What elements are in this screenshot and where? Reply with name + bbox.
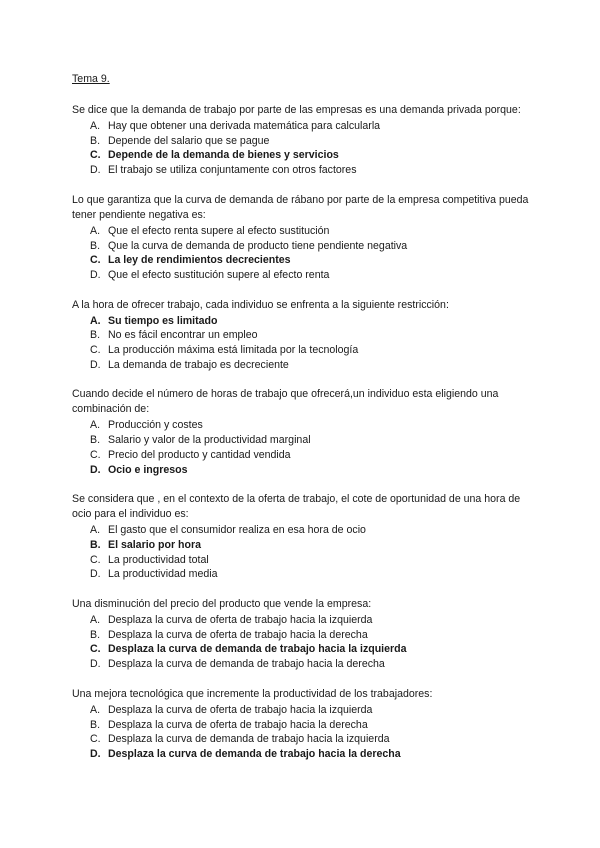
option-letter: A. (90, 524, 101, 537)
option-letter: A. (90, 314, 101, 327)
option-item (72, 358, 532, 373)
option-text: Que la curva de demanda de producto tiene pendiente negativa (108, 239, 408, 252)
option-letter: C. (90, 553, 101, 566)
option-letter: B. (90, 718, 101, 731)
option-list (72, 119, 532, 178)
option-item (72, 703, 532, 718)
option-item (72, 613, 532, 628)
option-letter: B. (90, 134, 101, 147)
option-text: La productividad total (108, 553, 209, 566)
option-text: Desplaza la curva de oferta de trabajo hacia la izquierda (108, 703, 373, 716)
option-text: Hay que obtener una derivada matemática para calcularla (108, 120, 381, 132)
option-letter: B. (90, 434, 101, 447)
option-letter: D. (90, 268, 101, 281)
option-text: Desplaza la curva de oferta de trabajo hacia la derecha (108, 718, 368, 731)
option-text: No es fácil encontrar un empleo (108, 329, 258, 342)
option-text: La ley de rendimientos decrecientes (108, 254, 291, 267)
option-item (72, 418, 532, 433)
question-block (72, 687, 532, 762)
option-item (72, 448, 532, 463)
option-item (72, 567, 532, 582)
option-item (72, 343, 532, 358)
question-text: A la hora de ofrecer trabajo, cada individuo se enfrenta a la siguiente restricción: (72, 298, 449, 311)
option-text: Desplaza la curva de oferta de trabajo hacia la izquierda (108, 614, 373, 627)
option-list (72, 613, 532, 672)
page-title: Tema 9. (72, 73, 110, 85)
option-text: Desplaza la curva de demanda de trabajo hacia la izquierda (108, 733, 390, 746)
option-letter: D. (90, 358, 101, 371)
option-text: El salario por hora (108, 538, 202, 551)
correct-option (72, 747, 532, 762)
option-letter: B. (90, 329, 101, 342)
option-text: El gasto que el consumidor realiza en esa hora de ocio (108, 524, 366, 537)
option-letter: C. (90, 643, 101, 656)
option-text: Desplaza la curva de oferta de trabajo hacia la derecha (108, 628, 368, 641)
question-text: Se dice que la demanda de trabajo por parte de las empresas es una demanda privada porque: (72, 104, 521, 116)
option-item (72, 134, 532, 149)
option-text: La demanda de trabajo es decreciente (108, 358, 289, 371)
option-text: Desplaza la curva de demanda de trabajo hacia la derecha (108, 747, 401, 760)
option-item (72, 732, 532, 747)
option-letter: A. (90, 614, 101, 627)
option-letter: A. (90, 703, 101, 716)
option-item (72, 433, 532, 448)
option-letter: D. (90, 164, 101, 177)
option-letter: D. (90, 747, 101, 760)
correct-option (72, 314, 532, 329)
document-page (72, 72, 532, 777)
question-block (72, 492, 532, 582)
option-letter: C. (90, 344, 101, 357)
option-letter: B. (90, 538, 101, 551)
question-block (72, 193, 532, 283)
question-block (72, 387, 532, 477)
correct-option (72, 538, 532, 553)
option-item (72, 119, 532, 134)
option-list (72, 314, 532, 373)
option-item (72, 718, 532, 733)
option-list (72, 703, 532, 762)
option-letter: C. (90, 254, 101, 267)
question-text: Una mejora tecnológica que incremente la productividad de los trabajadores: (72, 687, 433, 700)
option-list (72, 224, 532, 283)
option-text: Salario y valor de la productividad marginal (108, 434, 311, 447)
option-letter: A. (90, 120, 101, 132)
option-text: Su tiempo es limitado (108, 314, 218, 327)
option-text: Que el efecto sustitución supere al efecto renta (108, 268, 330, 281)
option-text: Depende del salario que se pague (108, 134, 270, 147)
option-text: La productividad media (108, 568, 218, 581)
option-letter: B. (90, 628, 101, 641)
question-text: Cuando decide el número de horas de trabajo que ofrecerá,un individuo esta eligiendo una combinación de: (72, 388, 499, 416)
option-item (72, 239, 532, 254)
option-text: Depende de la demanda de bienes y servicios (108, 149, 339, 162)
option-letter: A. (90, 419, 101, 432)
option-text: Desplaza la curva de demanda de trabajo hacia la izquierda (108, 643, 407, 656)
option-item (72, 328, 532, 343)
option-letter: B. (90, 239, 101, 252)
option-text: Que el efecto renta supere al efecto sustitución (108, 224, 330, 237)
option-letter: C. (90, 448, 101, 461)
correct-option (72, 463, 532, 478)
option-item (72, 628, 532, 643)
option-item (72, 523, 532, 538)
question-text: Lo que garantiza que la curva de demanda de rábano por parte de la empresa competitiva pueda tener pendiente negativa es: (72, 193, 529, 221)
option-item (72, 224, 532, 239)
question-block (72, 103, 532, 178)
option-text: La producción máxima está limitada por la tecnología (108, 344, 359, 357)
question-block (72, 298, 532, 373)
option-text: El trabajo se utiliza conjuntamente con otros factores (108, 164, 357, 177)
option-item (72, 268, 532, 283)
option-item (72, 657, 532, 672)
question-text: Una disminución del precio del producto que vende la empresa: (72, 598, 372, 611)
option-letter: C. (90, 149, 101, 162)
option-letter: A. (90, 224, 101, 237)
option-text: Ocio e ingresos (108, 463, 188, 476)
option-letter: D. (90, 568, 101, 581)
option-text: Precio del producto y cantidad vendida (108, 448, 291, 461)
option-list (72, 418, 532, 477)
option-list (72, 523, 532, 582)
option-item (72, 163, 532, 178)
question-block (72, 597, 532, 672)
question-text: Se considera que , en el contexto de la oferta de trabajo, el cote de oportunidad de una hora de ocio para el individuo es: (72, 493, 521, 521)
option-letter: C. (90, 733, 101, 746)
option-text: Producción y costes (108, 419, 203, 432)
correct-option (72, 253, 532, 268)
correct-option (72, 642, 532, 657)
option-item (72, 553, 532, 568)
question-list (72, 103, 532, 762)
option-text: Desplaza la curva de demanda de trabajo hacia la derecha (108, 658, 385, 671)
option-letter: D. (90, 463, 101, 476)
option-letter: D. (90, 658, 101, 671)
correct-option (72, 148, 532, 163)
